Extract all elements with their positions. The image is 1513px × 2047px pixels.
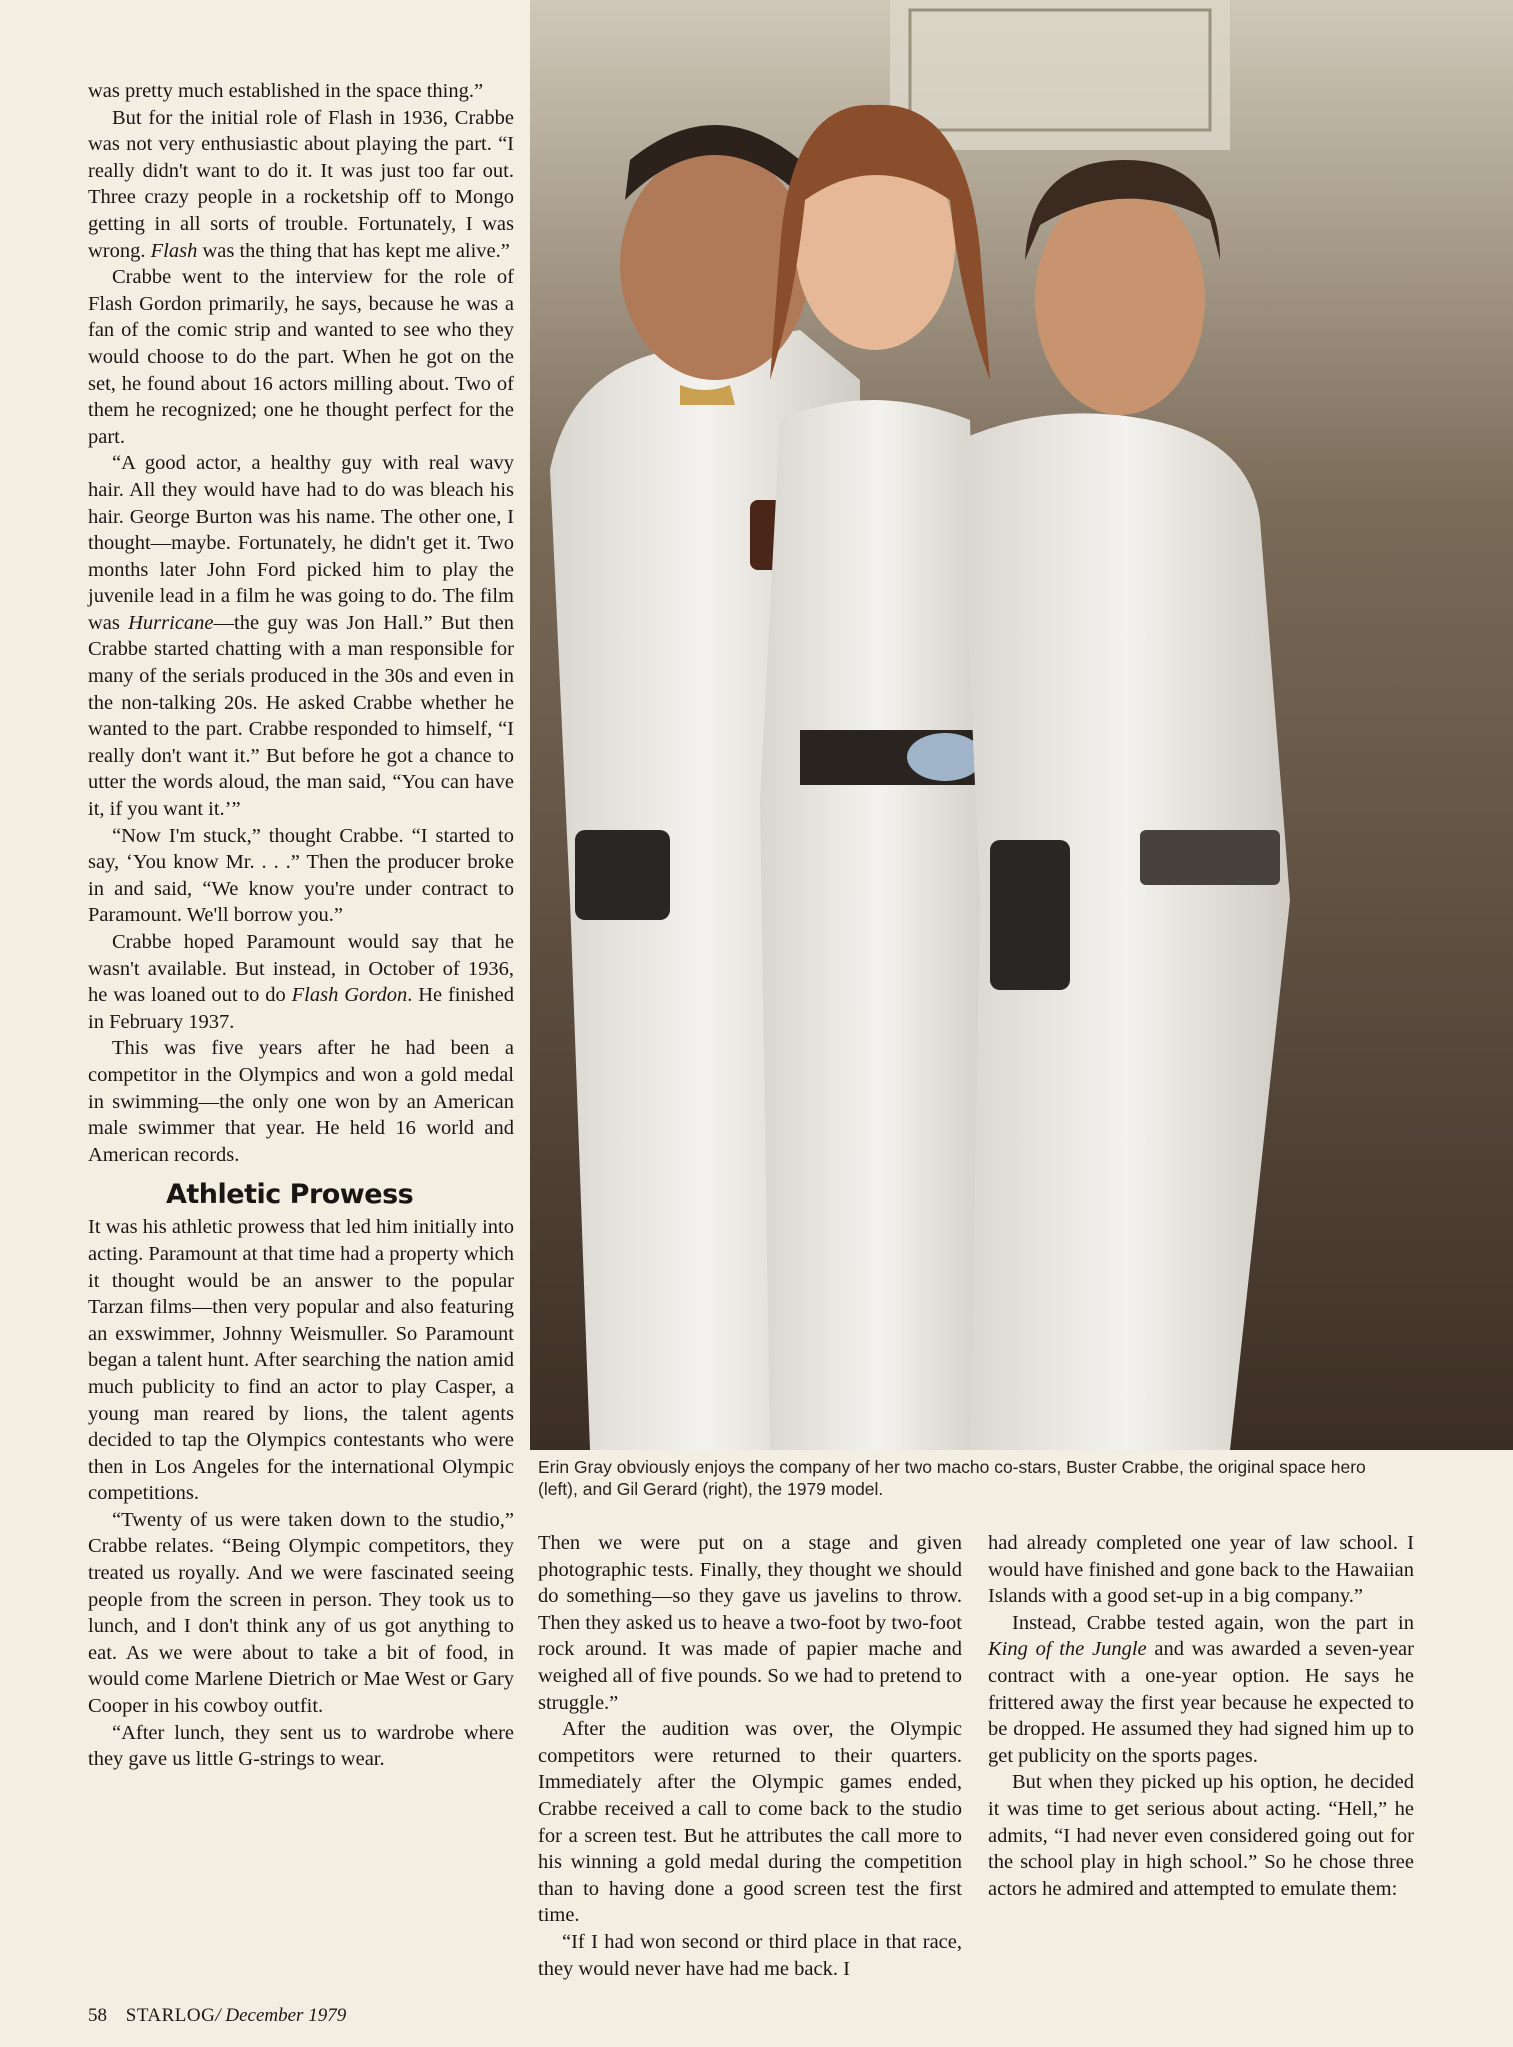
paragraph: This was five years after he had been a competitor in the Olympics and won a gold medal in swimming—the only one won by an American male swimmer that year. He held 16 world and American records. [88,1037,514,1166]
paragraph: was pretty much established in the space thing.” [88,80,484,102]
paragraph: Crabbe hoped Paramount would say that he wasn't available. But instead, in October of 1936, he was loaned out to do Flash Gordon. He finished in February 1937. [88,931,514,1033]
paragraph: “A good actor, a healthy guy with real wavy hair. All they would have had to do was bleach his hair. George Burton was his name. The other one, I thought—maybe. Fortunately, he didn't get it. Two months later John Ford picked him to play the juvenile lead in a film he was going to do. The film was Hurricane—the guy was Jon Hall.” But then Crabbe started chatting with a man responsible for many of the serials produced in the 30s and even in the non-talking 20s. He asked Crabbe whether he wanted to the part. Crabbe responded to himself, “I really don't want it.” But before he got a chance to utter the words aloud, the man said, “You can have it, if you want it.’” [88,452,514,821]
paragraph: Crabbe went to the interview for the role of Flash Gordon primarily, he says, because he was a fan of the comic strip and wanted to see who they would choose to do the part. When he got on the set, he found about 16 actors milling about. Two of them he recognized; one he thought perfect for the part. [88,266,514,448]
paragraph: After the audition was over, the Olympic competitors were returned to their quarters. Immediately after the Olympic games ended, Crabbe received a call to come back to the studio for a screen test. But he attributes the call more to his winning a gold medal during the competition than to having done a good screen test the first time. [538,1718,962,1927]
article-column-2 [538,1530,962,1982]
paragraph: “Now I'm stuck,” thought Crabbe. “I started to say, ‘You know Mr. . . .” Then the producer broke in and said, “We know you're under contract to Paramount. We'll borrow you.” [88,824,514,927]
photo-illustration [530,0,1513,1450]
paragraph: “Twenty of us were taken down to the studio,” Crabbe relates. “Being Olympic competitors, they treated us royally. And we were fascinated seeing people from the screen in person. They took us to lunch, and I don't think any of us got anything to eat. As we were about to take a bit of food, in would come Marlene Dietrich or Mae West or Gary Cooper in his cowboy outfit. [88,1508,514,1718]
article-column-1 [88,78,514,1773]
section-heading: Athletic Prowess [166,1179,414,1211]
paragraph: had already completed one year of law school. I would have finished and gone back to the Hawaiian Islands with a good set-up in a big company.” [988,1532,1414,1608]
magazine-name: STARLOG [125,2005,216,2026]
photo-caption: Erin Gray obviously enjoys the company of her two macho co-stars, Buster Crabbe, the original space hero (left), and Gil Gerard (right), the 1979 model. [538,1457,1366,1499]
paragraph: “After lunch, they sent us to wardrobe where they gave us little G-strings to wear. [88,1721,514,1771]
issue-date: / December 1979 [215,2005,347,2026]
paragraph: But for the initial role of Flash in 1936, Crabbe was not very enthusiastic about playing the part. “I really didn't want to do it. It was just too far out. Three crazy people in a rocketship off to Mongo getting in all sorts of trouble. Fortunately, I was wrong. Flash was the thing that has kept me alive.” [88,106,514,262]
paragraph: But when they picked up his option, he decided it was time to get serious about acting. “Hell,” he admits, “I had never even considered going out for the school play in high school.” So he chose three actors he admired and attempted to emulate them: [988,1771,1414,1900]
article-column-3 [988,1530,1414,1902]
paragraph: It was his athletic prowess that led him initially into acting. Paramount at that time had a property which it thought would be an answer to the popular Tarzan films—then very popular and also featuring an exswimmer, Johnny Weismuller. So Paramount began a talent hunt. After searching the nation amid much publicity to find an actor to play Casper, a young man reared by lions, the talent agents decided to tap the Olympics contestants who were then in Los Angeles for the international Olympic competitions. [88,1216,514,1505]
article-photo [530,0,1513,1450]
paragraph: Then we were put on a stage and given photographic tests. Finally, they thought we should do something—so they gave us javelins to throw. Then they asked us to heave a two-foot by two-foot rock around. It was made of papier mache and weighed all of five pounds. So we had to pretend to struggle.” [538,1532,962,1714]
page-footer [88,2005,346,2027]
page-number: 58 [88,2005,107,2026]
paragraph: “If I had won second or third place in that race, they would never have had me back. I [538,1930,962,1980]
paragraph: Instead, Crabbe tested again, won the part in King of the Jungle and was awarded a seven-year contract with a one-year option. He says he frittered away the first year because he expected to be dropped. He assumed they had signed him up to get publicity on the sports pages. [988,1611,1414,1767]
